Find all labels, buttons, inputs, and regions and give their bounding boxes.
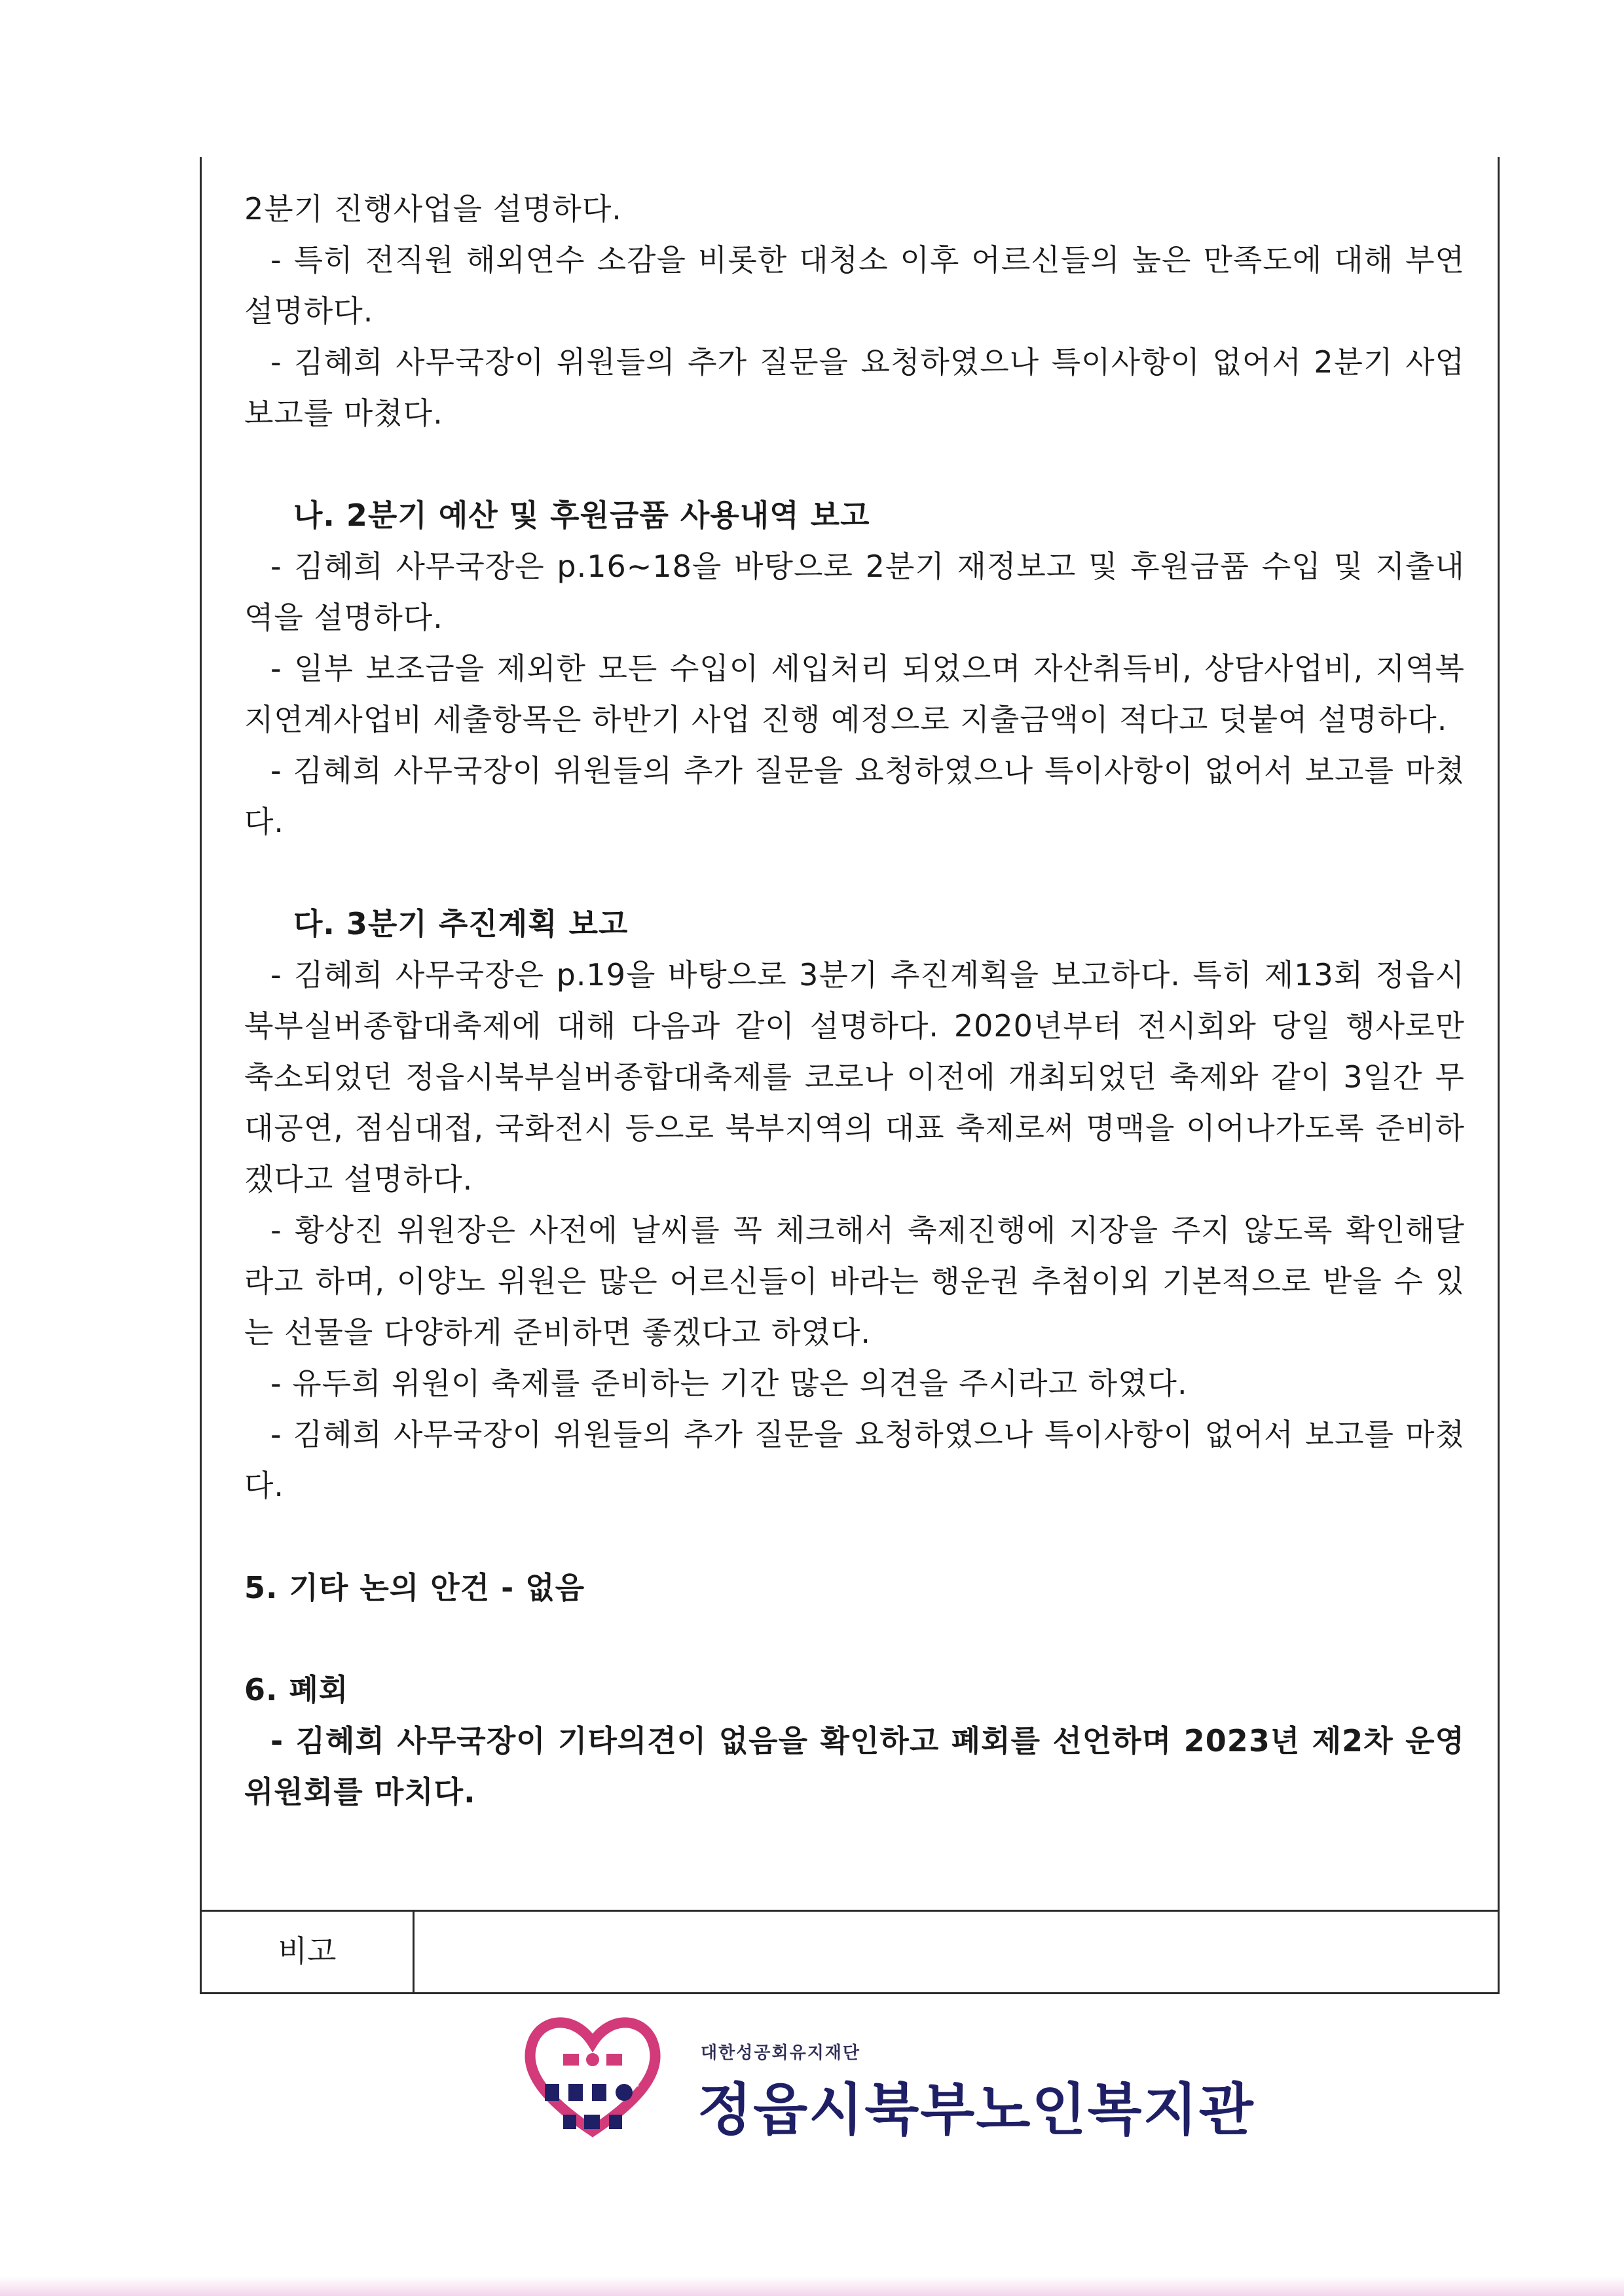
remarks-label: 비고 — [202, 1912, 415, 1992]
paragraph: - 김혜희 사무국장은 p.16~18을 바탕으로 2분기 재정보고 및 후원금품 수입 및 지출내역을 설명하다. — [244, 549, 1465, 635]
paragraph: - 유두희 위원이 축제를 준비하는 기간 많은 의견을 주시라고 하였다. — [270, 1366, 1188, 1401]
scan-edge-strip — [0, 2276, 1624, 2296]
foundation-name: 대한성공회유지재단 — [701, 2043, 861, 2063]
paragraph: - 김혜희 사무국장이 위원들의 추가 질문을 요청하였으나 특이사항이 없어서 보고를 마쳤다. — [244, 753, 1465, 839]
paragraph: 2분기 진행사업을 설명하다. — [244, 191, 622, 227]
section-heading-6: 6. 폐회 — [244, 1672, 349, 1707]
section-heading-5: 5. 기타 논의 안건 - 없음 — [244, 1570, 585, 1605]
section-heading-da: 다. 3분기 추진계획 보고 — [293, 906, 629, 941]
paragraph: - 김혜희 사무국장이 위원들의 추가 질문을 요청하였으나 특이사항이 없어서 보고를 마쳤다. — [244, 1417, 1465, 1503]
welfare-center-name: 정읍시북부노인복지관 — [697, 2077, 1255, 2143]
paragraph: - 특히 전직원 해외연수 소감을 비롯한 대청소 이후 어르신들의 높은 만족도에 대해 부연 설명하다. — [244, 242, 1465, 329]
section-heading-na: 나. 2분기 예산 및 후원금품 사용내역 보고 — [293, 498, 870, 533]
remarks-value — [415, 1912, 1498, 1992]
minutes-table — [200, 157, 1500, 1994]
minutes-content-cell — [202, 157, 1498, 1912]
heart-emblem-icon — [517, 2007, 668, 2144]
remarks-row — [202, 1912, 1498, 1992]
paragraph: - 김혜희 사무국장은 p.19을 바탕으로 3분기 추진계획을 보고하다. 특히 제13회 정읍시북부실버종합대축제에 대해 다음과 같이 설명하다. 2020년부터 전시회와 당일 행사로만 축소되었던 정읍시북부실버종합대축제를 코로나 이전에 개최되었던 축제와 같이 3일간 무대공연, 점심대접, 국화전시 등으로 북부지역의 대표 축제로써 명맥을 이어나가도록 준비하겠다고 설명하다. — [244, 957, 1465, 1197]
paragraph: - 일부 보조금을 제외한 모든 수입이 세입처리 되었으며 자산취득비, 상담사업비, 지역복지연계사업비 세출항목은 하반기 사업 진행 예정으로 지출금액이 적다고 덧붙여 설명하다. — [244, 651, 1465, 737]
paragraph: - 황상진 위원장은 사전에 날씨를 꼭 체크해서 축제진행에 지장을 주지 않도록 확인해달라고 하며, 이양노 위원은 많은 어르신들이 바라는 행운권 추첨이외 기본적으로 받을 수 있는 선물을 다양하게 준비하면 좋겠다고 하였다. — [244, 1212, 1465, 1350]
paragraph: - 김혜희 사무국장이 위원들의 추가 질문을 요청하였으나 특이사항이 없어서 2분기 사업보고를 마쳤다. — [244, 344, 1465, 431]
paragraph: - 김혜희 사무국장이 기타의견이 없음을 확인하고 폐회를 선언하며 2023년 제2차 운영위원회를 마치다. — [244, 1723, 1465, 1810]
footer-logo — [517, 2007, 1255, 2144]
